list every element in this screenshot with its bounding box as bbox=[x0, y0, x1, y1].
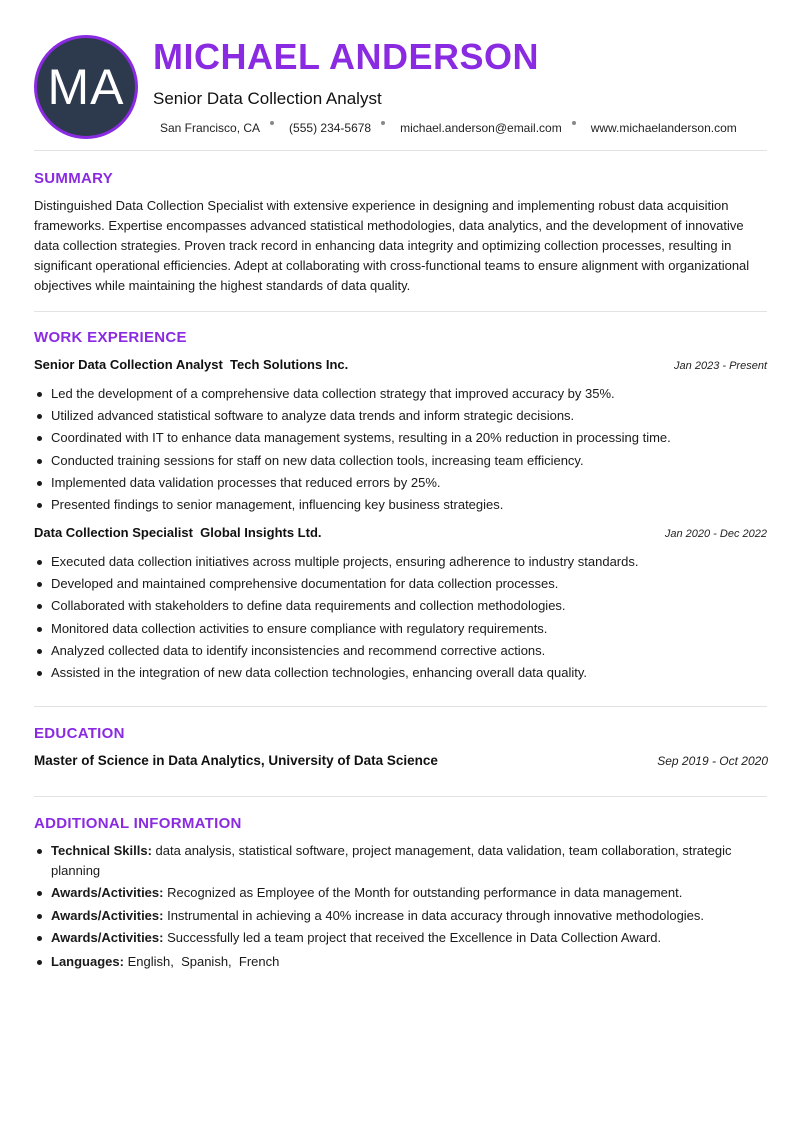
list-item bbox=[34, 906, 767, 926]
education-heading: EDUCATION bbox=[34, 725, 125, 742]
candidate-name: MICHAEL ANDERSON bbox=[153, 36, 540, 77]
list-item bbox=[34, 883, 767, 903]
avatar bbox=[34, 35, 138, 139]
job-company: Global Insights Ltd. bbox=[200, 525, 322, 540]
list-item: Developed and maintained comprehensive documentation for data collection processes. bbox=[34, 573, 767, 595]
item-label: Awards/Activities: bbox=[51, 907, 164, 923]
education-degree: Master of Science in Data Analytics, University of Data Science bbox=[34, 753, 438, 768]
list-item: Conducted training sessions for staff on new data collection tools, increasing team efficiency. bbox=[34, 450, 767, 472]
job-entry bbox=[34, 357, 767, 516]
item-text: Recognized as Employee of the Month for outstanding performance in data management. bbox=[167, 885, 683, 900]
item-text: Instrumental in achieving a 40% increase in data accuracy through innovative methodologies. bbox=[167, 907, 705, 923]
job-role-company bbox=[34, 357, 348, 372]
item-label: Awards/Activities: bbox=[51, 930, 164, 945]
education-dates: Sep 2019 - Oct 2020 bbox=[657, 754, 768, 768]
job-dates: Jan 2023 - Present bbox=[674, 360, 767, 372]
job-role-company bbox=[34, 525, 322, 540]
list-item: Assisted in the integration of new data collection technologies, enhancing overall data quality. bbox=[34, 662, 767, 684]
additional-heading: ADDITIONAL INFORMATION bbox=[34, 815, 242, 832]
education-entry bbox=[34, 753, 768, 768]
contact-line bbox=[160, 121, 737, 135]
list-item: Executed data collection initiatives across multiple projects, ensuring adherence to industry standards. bbox=[34, 551, 767, 573]
resume-header bbox=[0, 0, 800, 150]
divider bbox=[34, 150, 767, 151]
job-bullets bbox=[34, 551, 767, 684]
divider bbox=[34, 311, 767, 312]
list-item bbox=[34, 928, 767, 948]
list-item: Analyzed collected data to identify inconsistencies and recommend corrective actions. bbox=[34, 640, 767, 662]
job-header bbox=[34, 525, 767, 545]
list-item bbox=[34, 952, 767, 972]
item-label: Awards/Activities: bbox=[51, 885, 164, 900]
job-role: Data Collection Specialist bbox=[34, 525, 193, 540]
contact-location: San Francisco, CA bbox=[160, 121, 261, 135]
separator-dot-icon bbox=[572, 121, 576, 125]
job-role: Senior Data Collection Analyst bbox=[34, 357, 223, 372]
item-label: Languages: bbox=[51, 953, 124, 969]
list-item bbox=[34, 841, 767, 880]
list-item: Implemented data validation processes that reduced errors by 25%. bbox=[34, 472, 767, 494]
divider bbox=[34, 706, 767, 707]
job-header bbox=[34, 357, 767, 377]
experience-heading: WORK EXPERIENCE bbox=[34, 329, 187, 346]
candidate-title: Senior Data Collection Analyst bbox=[153, 89, 382, 108]
item-text: English, Spanish, French bbox=[127, 953, 280, 969]
contact-phone: (555) 234-5678 bbox=[289, 121, 372, 135]
item-text: Successfully led a team project that received the Excellence in Data Collection Award. bbox=[167, 930, 662, 945]
list-item: Collaborated with stakeholders to define data requirements and collection methodologies. bbox=[34, 595, 767, 617]
job-dates: Jan 2020 - Dec 2022 bbox=[664, 528, 767, 540]
avatar-initials: MA bbox=[47, 59, 125, 115]
separator-dot-icon bbox=[270, 121, 274, 125]
summary-heading: SUMMARY bbox=[34, 170, 114, 187]
list-item: Monitored data collection activities to ensure compliance with regulatory requirements. bbox=[34, 618, 767, 640]
list-item: Utilized advanced statistical software to analyze data trends and inform strategic decisions. bbox=[34, 405, 767, 427]
job-entry bbox=[34, 525, 767, 684]
list-item: Coordinated with IT to enhance data management systems, resulting in a 20% reduction in processing time. bbox=[34, 427, 767, 449]
contact-email[interactable]: michael.anderson@email.com bbox=[400, 121, 562, 135]
summary-text: Distinguished Data Collection Specialist with extensive experience in designing and implementing robust data acquisition frameworks. Expertise encompasses advanced statistical methodologies, data analytics, and the development of innovative data collection strategies. Proven track record in enhancing data integrity and optimizing collection processes, resulting in significant operational efficiencies. Adept at collaborating with cross-functional teams to ensure alignment with organizational objectives while maintaining the highest standards of data quality. bbox=[34, 198, 750, 293]
job-bullets bbox=[34, 383, 767, 516]
list-item: Led the development of a comprehensive data collection strategy that improved accuracy by 35%. bbox=[34, 383, 767, 405]
contact-website[interactable]: www.michaelanderson.com bbox=[590, 121, 737, 135]
separator-dot-icon bbox=[381, 121, 385, 125]
job-company: Tech Solutions Inc. bbox=[230, 357, 349, 372]
item-text: data analysis, statistical software, project management, data validation, team collaboration, strategic planning bbox=[51, 843, 732, 878]
additional-list bbox=[34, 841, 767, 974]
divider bbox=[34, 796, 767, 797]
item-label: Technical Skills: bbox=[51, 843, 152, 858]
list-item: Presented findings to senior management, influencing key business strategies. bbox=[34, 494, 767, 516]
